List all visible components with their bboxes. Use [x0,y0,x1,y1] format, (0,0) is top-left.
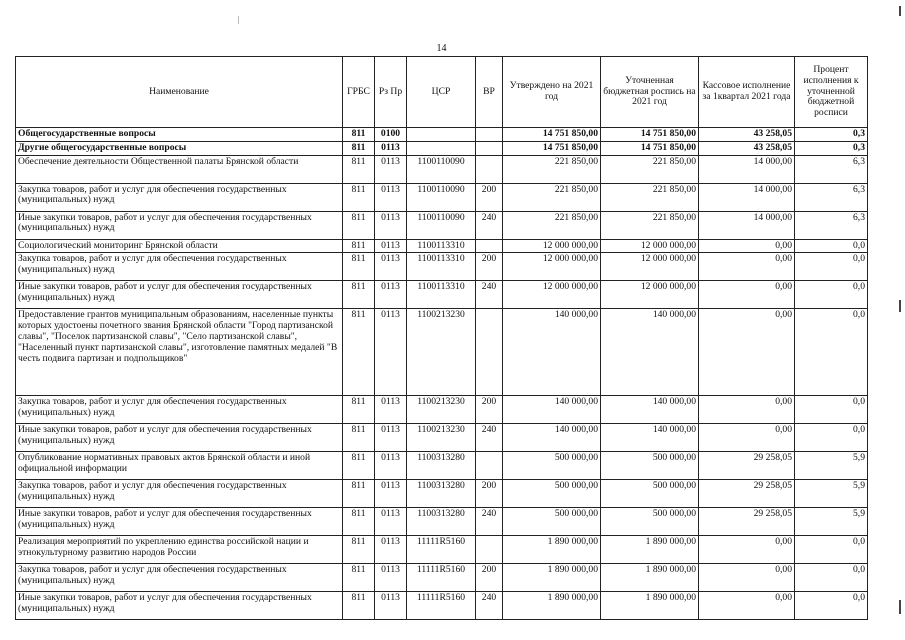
cell-percent: 0,0 [795,281,868,309]
header-approved: Утверждено на 2021 год [503,57,601,128]
table-row [16,592,868,620]
header-csr: ЦСР [407,57,476,128]
header-rzpr: Рз Пр [375,57,407,128]
cell-grbs: 811 [343,253,375,281]
cell-rzpr: 0113 [375,480,407,508]
cell-name: Социологический мониторинг Брянской области [16,239,343,253]
cell-name: Закупка товаров, работ и услуг для обеспечения государственных (муниципальных) нужд [16,396,343,424]
cell-csr: 1100113310 [407,239,476,253]
table-row [16,424,868,452]
cell-percent: 0,0 [795,536,868,564]
cell-vr: 240 [476,211,503,239]
cell-refined: 500 000,00 [601,480,699,508]
cell-name: Иные закупки товаров, работ и услуг для обеспечения государственных (муниципальных) нужд [16,508,343,536]
cell-refined: 14 751 850,00 [601,128,699,142]
cell-cash: 0,00 [699,592,795,620]
cell-rzpr: 0113 [375,281,407,309]
cell-csr: 1100313280 [407,452,476,480]
cell-csr: 1100313280 [407,508,476,536]
cell-vr: 200 [476,564,503,592]
cell-vr: 200 [476,183,503,211]
cell-refined: 500 000,00 [601,508,699,536]
cell-csr: 1100110090 [407,211,476,239]
cell-approved: 12 000 000,00 [503,253,601,281]
cell-percent: 5,9 [795,508,868,536]
cell-approved: 221 850,00 [503,155,601,183]
cell-vr: 240 [476,424,503,452]
cell-percent: 0,0 [795,592,868,620]
cell-name: Опубликование нормативных правовых актов Брянской области и иной официальной информации [16,452,343,480]
cell-grbs: 811 [343,592,375,620]
cell-approved: 1 890 000,00 [503,536,601,564]
cell-cash: 14 000,00 [699,155,795,183]
scan-edge-mark [899,6,901,16]
cell-name: Иные закупки товаров, работ и услуг для обеспечения государственных (муниципальных) нужд [16,424,343,452]
cell-grbs: 811 [343,141,375,155]
cell-name: Реализация мероприятий по укреплению единства российской нации и этнокультурному развитию народов России [16,536,343,564]
cell-csr: 1100113310 [407,281,476,309]
cell-name: Обеспечение деятельности Общественной палаты Брянской области [16,155,343,183]
cell-csr [407,128,476,142]
cell-csr: 1100213230 [407,396,476,424]
header-cash: Кассовое исполнение за 1квартал 2021 года [699,57,795,128]
cell-csr [407,141,476,155]
table-row [16,141,868,155]
cell-cash: 29 258,05 [699,452,795,480]
table-row [16,281,868,309]
cell-vr [476,452,503,480]
cell-name: Иные закупки товаров, работ и услуг для обеспечения государственных (муниципальных) нужд [16,211,343,239]
cell-rzpr: 0113 [375,396,407,424]
cell-csr: 1100213230 [407,424,476,452]
cell-csr: 1100110090 [407,183,476,211]
cell-rzpr: 0113 [375,155,407,183]
cell-grbs: 811 [343,424,375,452]
cell-rzpr: 0113 [375,141,407,155]
table-row [16,155,868,183]
cell-cash: 0,00 [699,424,795,452]
cell-approved: 500 000,00 [503,508,601,536]
cell-name: Закупка товаров, работ и услуг для обеспечения государственных (муниципальных) нужд [16,183,343,211]
cell-approved: 500 000,00 [503,480,601,508]
cell-cash: 29 258,05 [699,480,795,508]
header-name: Наименование [16,57,343,128]
cell-approved: 221 850,00 [503,211,601,239]
table-row [16,480,868,508]
header-refined: Уточненная бюджетная роспись на 2021 год [601,57,699,128]
cell-approved: 1 890 000,00 [503,564,601,592]
cell-cash: 14 000,00 [699,211,795,239]
cell-name: Закупка товаров, работ и услуг для обеспечения государственных (муниципальных) нужд [16,564,343,592]
cell-rzpr: 0113 [375,452,407,480]
cell-vr [476,128,503,142]
cell-vr [476,536,503,564]
cell-cash: 0,00 [699,564,795,592]
cell-grbs: 811 [343,508,375,536]
table-row [16,183,868,211]
cell-approved: 1 890 000,00 [503,592,601,620]
cell-grbs: 811 [343,281,375,309]
cell-csr: 1100213230 [407,309,476,396]
table-row [16,128,868,142]
cell-approved: 500 000,00 [503,452,601,480]
cell-grbs: 811 [343,480,375,508]
cell-percent: 6,3 [795,211,868,239]
table-row [16,253,868,281]
cell-approved: 12 000 000,00 [503,239,601,253]
cell-grbs: 811 [343,564,375,592]
cell-grbs: 811 [343,396,375,424]
table-row [16,452,868,480]
cell-name: Общегосударственные вопросы [16,128,343,142]
table-row [16,309,868,396]
cell-csr: 11111R5160 [407,592,476,620]
cell-refined: 221 850,00 [601,155,699,183]
cell-percent: 0,0 [795,253,868,281]
cell-grbs: 811 [343,155,375,183]
cell-cash: 0,00 [699,281,795,309]
cell-refined: 12 000 000,00 [601,239,699,253]
cell-refined: 500 000,00 [601,452,699,480]
table-body [16,128,868,620]
cell-name: Закупка товаров, работ и услуг для обеспечения государственных (муниципальных) нужд [16,253,343,281]
table-header-row [16,57,868,128]
cell-refined: 140 000,00 [601,396,699,424]
header-percent: Процент исполнения к уточненной бюджетной росписи [795,57,868,128]
cell-rzpr: 0113 [375,253,407,281]
cell-rzpr: 0113 [375,592,407,620]
table-row [16,564,868,592]
cell-percent: 0,0 [795,424,868,452]
cell-rzpr: 0113 [375,183,407,211]
cell-refined: 1 890 000,00 [601,592,699,620]
cell-name: Закупка товаров, работ и услуг для обеспечения государственных (муниципальных) нужд [16,480,343,508]
cell-refined: 140 000,00 [601,309,699,396]
cell-vr [476,141,503,155]
cell-csr: 1100313280 [407,480,476,508]
cell-vr [476,155,503,183]
cell-cash: 0,00 [699,309,795,396]
budget-execution-table [15,56,868,620]
cell-vr: 200 [476,480,503,508]
scan-edge-mark [899,300,901,312]
cell-vr: 200 [476,396,503,424]
cell-refined: 221 850,00 [601,183,699,211]
cell-refined: 12 000 000,00 [601,281,699,309]
cell-cash: 0,00 [699,396,795,424]
cell-percent: 6,3 [795,183,868,211]
cell-cash: 0,00 [699,253,795,281]
cell-approved: 14 751 850,00 [503,141,601,155]
cell-grbs: 811 [343,309,375,396]
cell-csr: 1100113310 [407,253,476,281]
table-row [16,536,868,564]
cell-refined: 140 000,00 [601,424,699,452]
cell-csr: 11111R5160 [407,564,476,592]
cell-rzpr: 0100 [375,128,407,142]
cell-vr: 200 [476,253,503,281]
cell-name: Предоставление грантов муниципальным образованиям, населенные пункты которых удостоены почетного звания Брянской области "Город партизанской славы", "Поселок партизанской славы", "Село партизанской славы", "Населенный пункт партизанской славы", изготовление памятных медалей "В честь подвига партизан и подпольщиков" [16,309,343,396]
cell-percent: 5,9 [795,480,868,508]
table-row [16,211,868,239]
cell-cash: 43 258,05 [699,141,795,155]
cell-vr: 240 [476,592,503,620]
cell-grbs: 811 [343,211,375,239]
cell-cash: 43 258,05 [699,128,795,142]
cell-vr: 240 [476,508,503,536]
cell-approved: 140 000,00 [503,424,601,452]
cell-rzpr: 0113 [375,309,407,396]
cell-cash: 14 000,00 [699,183,795,211]
cell-rzpr: 0113 [375,564,407,592]
page-number: 14 [436,43,447,54]
cell-approved: 221 850,00 [503,183,601,211]
cell-name: Другие общегосударственные вопросы [16,141,343,155]
cell-grbs: 811 [343,128,375,142]
cell-cash: 0,00 [699,536,795,564]
cell-grbs: 811 [343,536,375,564]
cell-percent: 0,0 [795,239,868,253]
cell-cash: 0,00 [699,239,795,253]
cell-percent: 0,0 [795,396,868,424]
cell-vr [476,309,503,396]
cell-csr: 1100110090 [407,155,476,183]
cell-grbs: 811 [343,183,375,211]
cell-name: Иные закупки товаров, работ и услуг для обеспечения государственных (муниципальных) нужд [16,281,343,309]
cell-rzpr: 0113 [375,211,407,239]
cell-rzpr: 0113 [375,424,407,452]
cell-rzpr: 0113 [375,536,407,564]
cell-rzpr: 0113 [375,508,407,536]
cell-refined: 1 890 000,00 [601,536,699,564]
cell-refined: 221 850,00 [601,211,699,239]
cell-approved: 140 000,00 [503,396,601,424]
cell-percent: 0,3 [795,141,868,155]
cell-approved: 14 751 850,00 [503,128,601,142]
cell-percent: 0,0 [795,309,868,396]
cell-refined: 12 000 000,00 [601,253,699,281]
header-vr: ВР [476,57,503,128]
table-row [16,508,868,536]
cell-name: Иные закупки товаров, работ и услуг для обеспечения государственных (муниципальных) нужд [16,592,343,620]
cell-approved: 140 000,00 [503,309,601,396]
table-row [16,239,868,253]
cell-csr: 11111R5160 [407,536,476,564]
cell-refined: 1 890 000,00 [601,564,699,592]
cell-vr: 240 [476,281,503,309]
cell-approved: 12 000 000,00 [503,281,601,309]
table-row [16,396,868,424]
cell-refined: 14 751 850,00 [601,141,699,155]
cell-percent: 5,9 [795,452,868,480]
cell-grbs: 811 [343,239,375,253]
cell-vr [476,239,503,253]
header-grbs: ГРБС [343,57,375,128]
cell-percent: 0,0 [795,564,868,592]
scan-mark [238,16,239,24]
cell-rzpr: 0113 [375,239,407,253]
cell-grbs: 811 [343,452,375,480]
cell-percent: 0,3 [795,128,868,142]
cell-cash: 29 258,05 [699,508,795,536]
scan-edge-mark [899,600,901,614]
cell-percent: 6,3 [795,155,868,183]
